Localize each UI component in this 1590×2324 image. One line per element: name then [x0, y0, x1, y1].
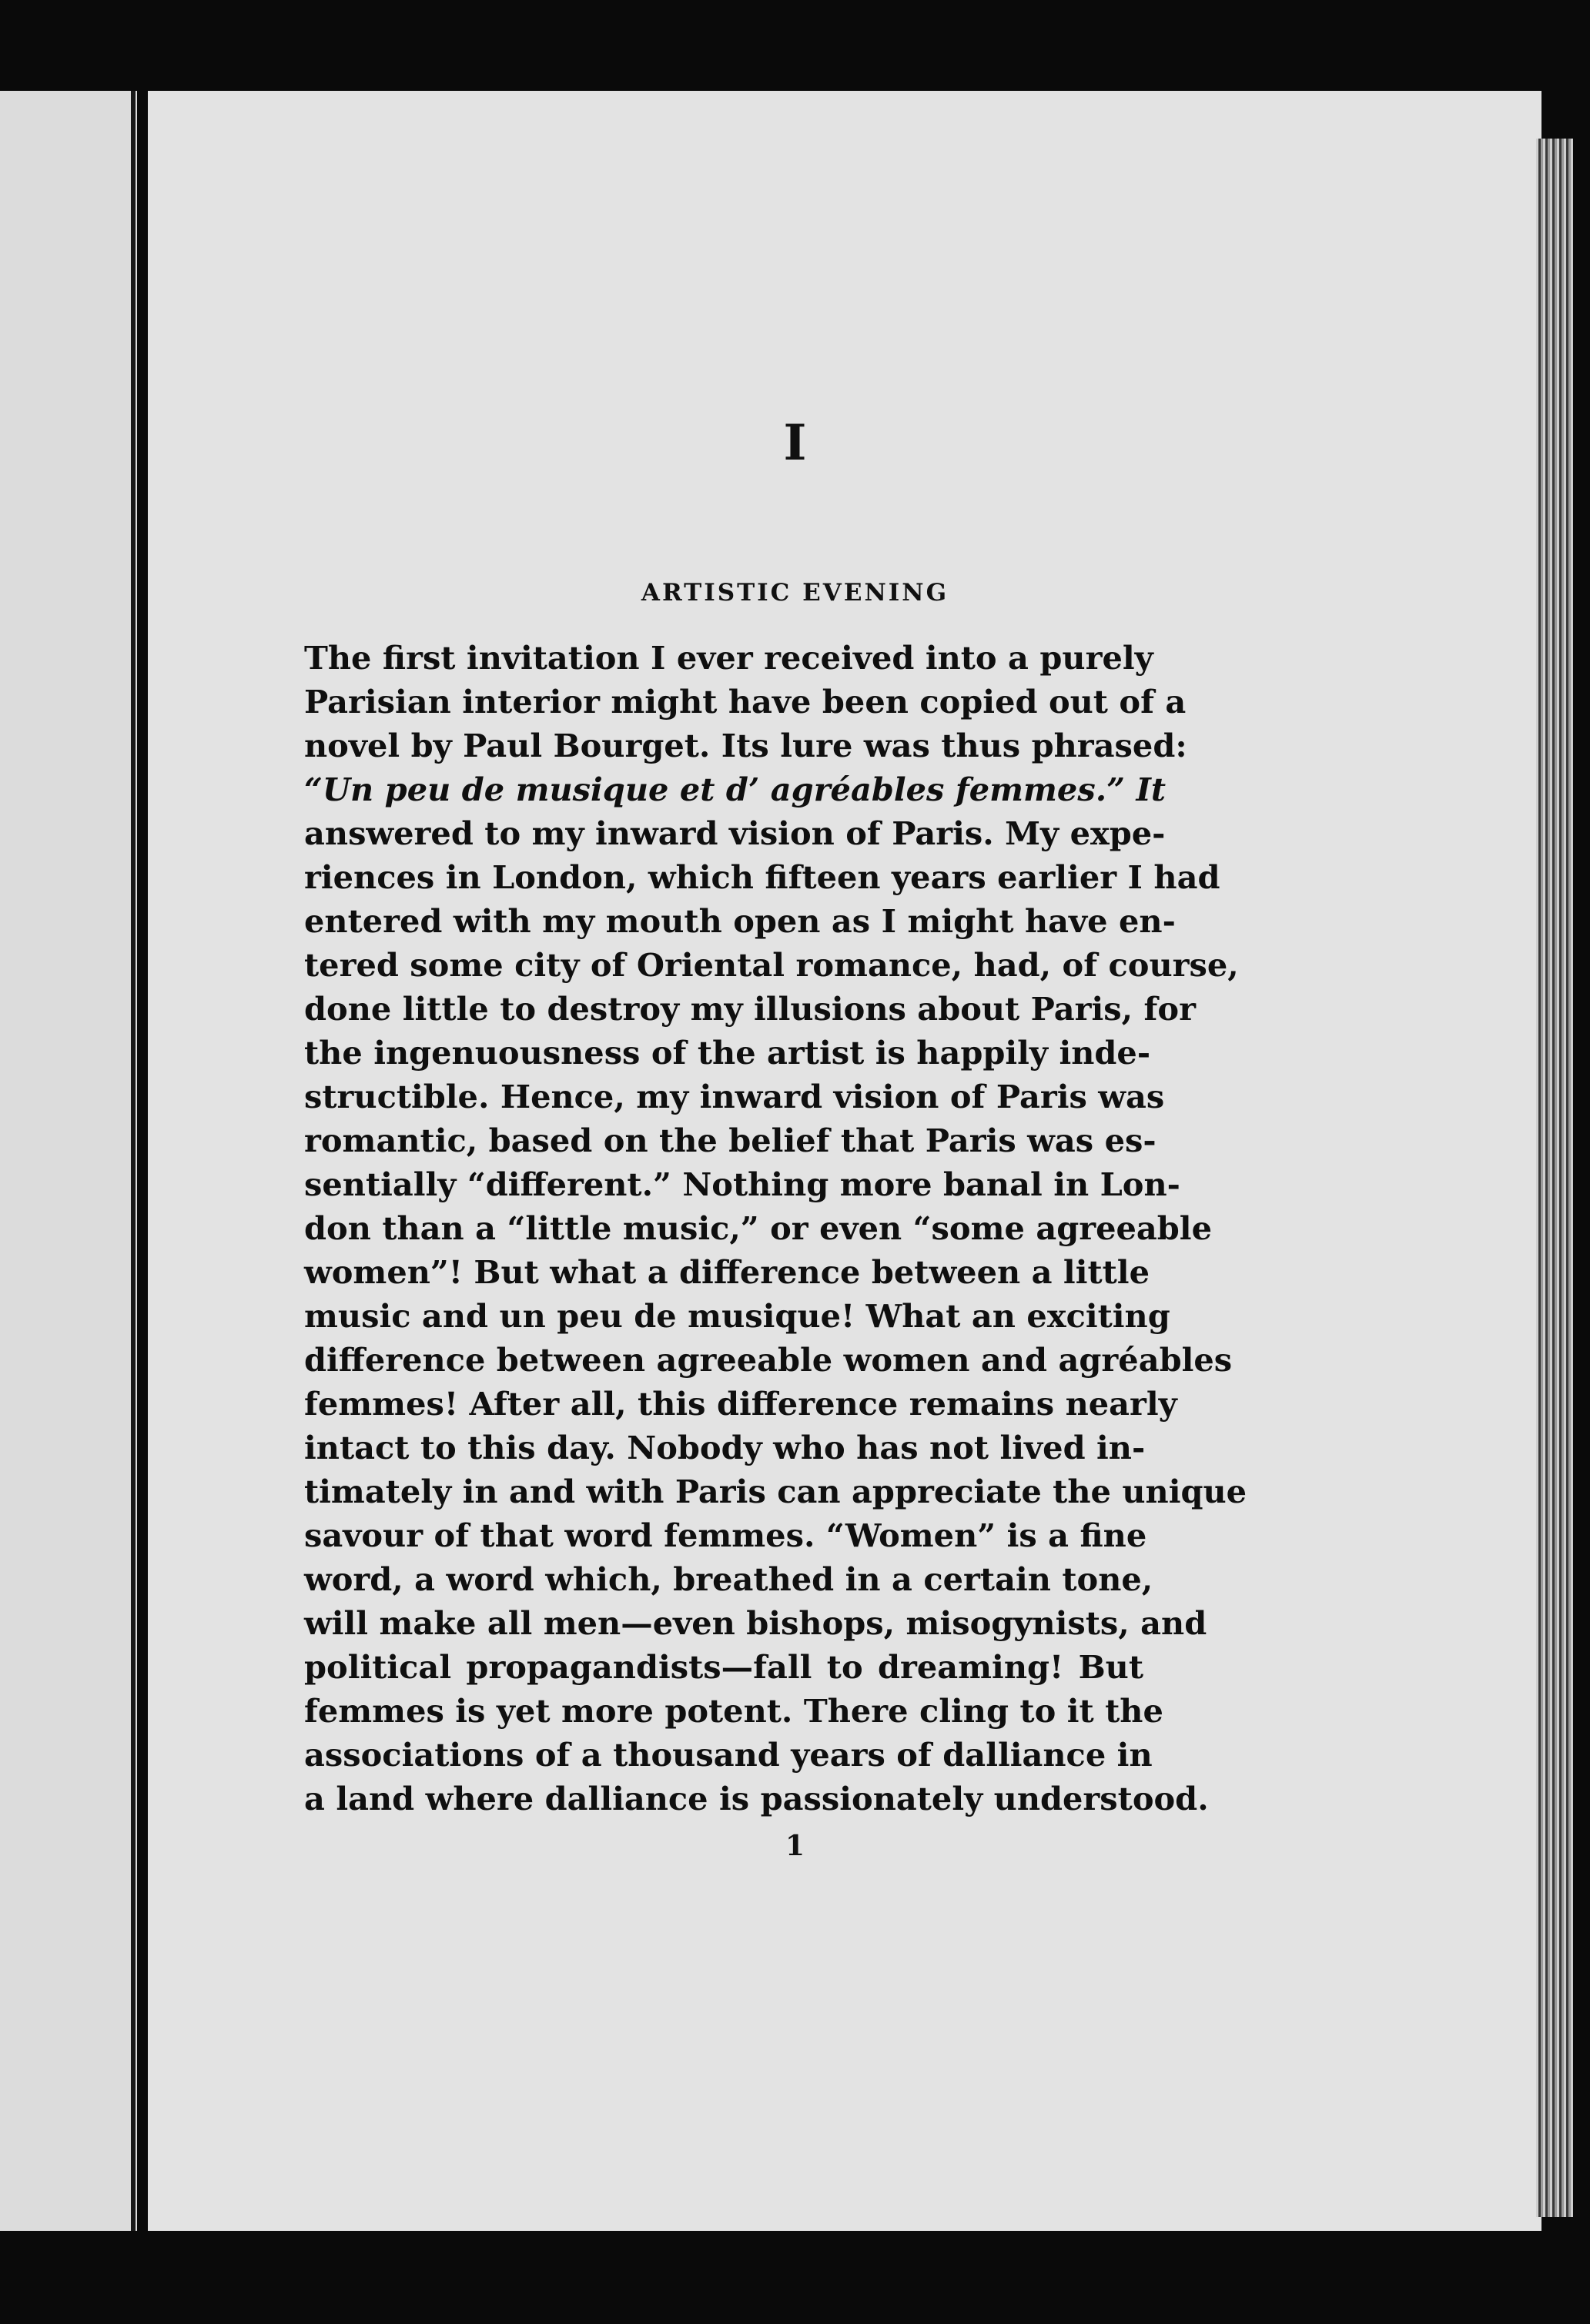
- text-line: answered to my inward vision of Paris. My expe-: [304, 814, 1166, 852]
- text-line: music and un peu de musique! What an exciting: [304, 1297, 1170, 1335]
- text-line: women”! But what a difference between a little: [304, 1253, 1150, 1291]
- text-line: done little to destroy my illusions about Paris, for: [304, 990, 1196, 1028]
- text-line: The first invitation I ever received into a purely: [304, 639, 1153, 677]
- page-number: 1: [785, 1830, 805, 1862]
- text-line: Parisian interior might have been copied out of a: [304, 683, 1187, 721]
- text-line: tered some city of Oriental romance, had, of course,: [304, 946, 1239, 984]
- text-line: riences in London, which fifteen years earlier I had: [304, 858, 1220, 896]
- text-line: timately in and with Paris can appreciate the unique: [304, 1473, 1247, 1510]
- gutter-edge: [131, 91, 136, 2231]
- text-line: “Un peu de musique et d’ agréables femmes.” It: [304, 771, 1167, 808]
- body-text: [304, 636, 1247, 1821]
- text-line: word, a word which, breathed in a certain tone,: [304, 1560, 1153, 1598]
- text-line: don than a “little music,” or even “some agreeable: [304, 1209, 1212, 1247]
- text-line: novel by Paul Bourget. Its lure was thus phrased:: [304, 727, 1187, 764]
- facing-page: [0, 91, 137, 2231]
- text-line: romantic, based on the belief that Paris was es-: [304, 1122, 1157, 1159]
- chapter-number: I: [783, 414, 807, 472]
- text-line: savour of that word femmes. “Women” is a fine: [304, 1516, 1147, 1554]
- chapter-title: ARTISTIC EVENING: [641, 579, 949, 607]
- text-line: femmes! After all, this difference remains nearly: [304, 1385, 1177, 1423]
- text-line: difference between agreeable women and agréables: [304, 1341, 1233, 1379]
- text-line: will make all men—even bishops, misogynists, and: [304, 1604, 1207, 1642]
- text-line: a land where dalliance is passionately understood.: [304, 1780, 1209, 1817]
- text-line: associations of a thousand years of dalliance in: [304, 1736, 1153, 1774]
- text-line: political propagandists—fall to dreaming! But: [304, 1648, 1143, 1686]
- text-line: sentially “different.” Nothing more banal in Lon-: [304, 1165, 1180, 1203]
- text-line: femmes is yet more potent. There cling to it the: [304, 1692, 1163, 1730]
- text-line: entered with my mouth open as I might have en-: [304, 902, 1176, 940]
- text-line: the ingenuousness of the artist is happily inde-: [304, 1034, 1151, 1072]
- text-line: structible. Hence, my inward vision of Paris was: [304, 1078, 1165, 1115]
- text-line: intact to this day. Nobody who has not lived in-: [304, 1429, 1146, 1466]
